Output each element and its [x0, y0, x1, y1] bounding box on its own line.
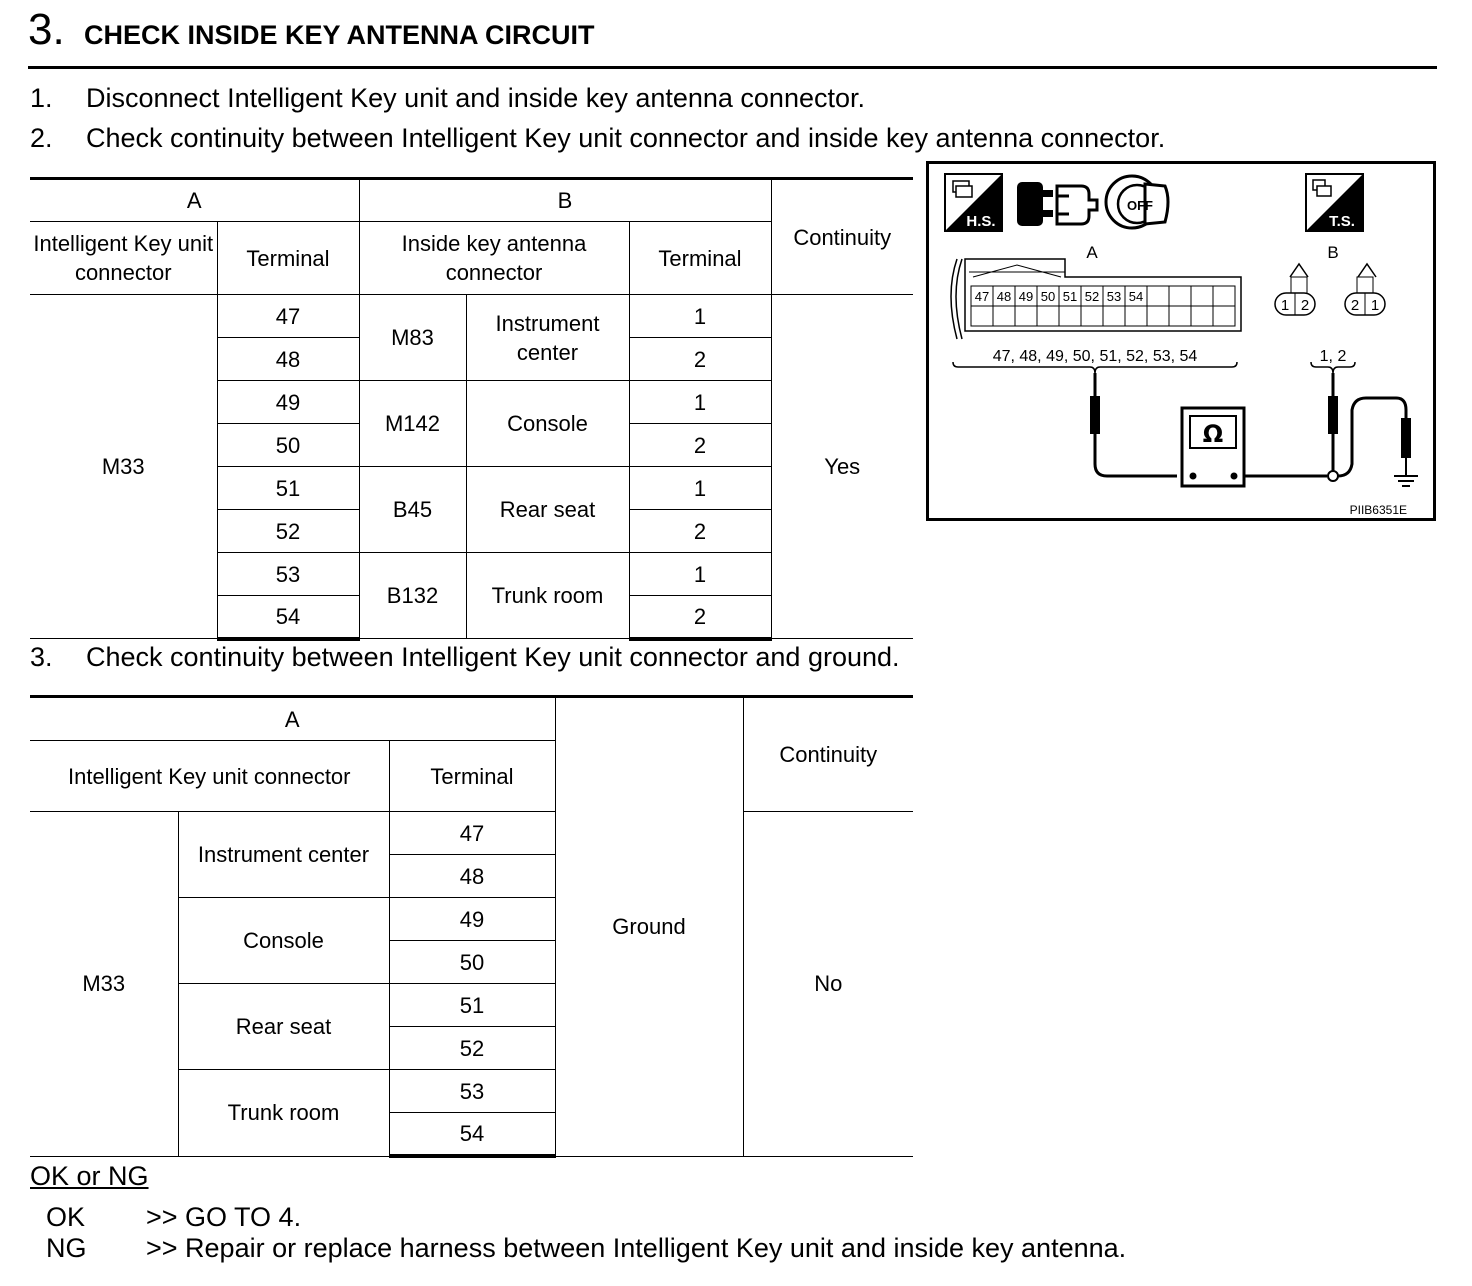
- terminal-header: Terminal: [389, 741, 555, 812]
- instruction-text: Check continuity between Intelligent Key unit connector and inside key antenna connector.: [86, 123, 1166, 153]
- b-terminal-cell: 1: [629, 295, 771, 338]
- connector-b-pins-right: [1345, 264, 1385, 315]
- a-terminal-cell: 53: [217, 553, 359, 596]
- terminal-cell: 48: [389, 855, 555, 898]
- test-wiring: [1090, 373, 1411, 481]
- connector-b-pins-left: [1275, 264, 1315, 315]
- b-terminal-cell: 2: [629, 338, 771, 381]
- terminal-cell: 47: [389, 812, 555, 855]
- ng-result: [46, 1232, 1246, 1264]
- terminal-side-icon: [1306, 174, 1363, 231]
- ng-action: >> Repair or replace harness between Intelligent Key unit and inside key antenna.: [146, 1233, 1127, 1263]
- pin-cavity: [1037, 306, 1059, 326]
- pin-label: 2: [1350, 297, 1360, 314]
- ng-key: NG: [46, 1233, 87, 1263]
- continuity-header: Continuity: [771, 179, 913, 295]
- instruction-number: 1.: [30, 83, 53, 113]
- antenna-location-cell: Console: [466, 381, 629, 467]
- unit-connector-cell: M33: [30, 812, 178, 1156]
- instruction-number: 2.: [30, 123, 53, 153]
- pin-cavity: [1213, 306, 1235, 326]
- disconnect-icon: [1017, 182, 1097, 226]
- figure-id: PIIB6351E: [1349, 503, 1407, 517]
- pin-cavity: [1169, 286, 1191, 306]
- unit-connector-cell: M33: [30, 295, 217, 639]
- heading-rule: [28, 66, 1437, 69]
- continuity-cell: No: [743, 812, 913, 1156]
- connector-a-label: A: [1086, 243, 1098, 262]
- a-terminal-cell: 51: [217, 467, 359, 510]
- antenna-connector-cell: B45: [359, 467, 466, 553]
- continuity-cell: Yes: [771, 295, 913, 639]
- a-terminal-cell: 47: [217, 295, 359, 338]
- pin-label: 47: [974, 289, 990, 304]
- terminal-cell: 50: [389, 941, 555, 984]
- pin-label: 53: [1106, 289, 1122, 304]
- instruction-3: [30, 641, 1030, 673]
- instruction-number: 3.: [30, 642, 53, 672]
- b-terminal-cell: 1: [629, 553, 771, 596]
- off-label: OFF: [1127, 198, 1153, 213]
- pin-cavity: [1213, 286, 1235, 306]
- pin-cavity: [1147, 306, 1169, 326]
- ok-result: [46, 1201, 1246, 1233]
- location-cell: Console: [178, 898, 389, 984]
- antenna-connector-cell: M142: [359, 381, 466, 467]
- a-terminal-cell: 52: [217, 510, 359, 553]
- location-cell: Rear seat: [178, 984, 389, 1070]
- instruction-2: [30, 122, 1280, 154]
- hs-label: H.S.: [966, 213, 996, 230]
- pin-cavity: [1125, 306, 1147, 326]
- continuity-table-antenna: [30, 177, 913, 641]
- b-terminal-header: Terminal: [629, 222, 771, 295]
- b-terminal-cell: 1: [629, 467, 771, 510]
- pin-cavity: [1015, 306, 1037, 326]
- ignition-off-icon: [1106, 176, 1168, 228]
- pin-cavity: [1169, 306, 1191, 326]
- unit-connector-header: Intelligent Key unit connector: [30, 741, 389, 812]
- ts-label: T.S.: [1329, 213, 1355, 230]
- antenna-connector-cell: M83: [359, 295, 466, 381]
- continuity-header: Continuity: [743, 697, 913, 812]
- terminal-cell: 53: [389, 1070, 555, 1113]
- antenna-location-cell: Rear seat: [466, 467, 629, 553]
- pin-label: 49: [1018, 289, 1034, 304]
- pin-cavity: [1103, 306, 1125, 326]
- terminal-cell: 54: [389, 1113, 555, 1156]
- pin-cavity: [1147, 286, 1169, 306]
- a-terminal-cell: 50: [217, 424, 359, 467]
- location-cell: Trunk room: [178, 1070, 389, 1156]
- a-terminal-cell: 49: [217, 381, 359, 424]
- antenna-connector-header: Inside key antenna connector: [359, 222, 629, 295]
- connector-a-pin-grid: [971, 286, 1235, 326]
- group-a-header: A: [30, 179, 359, 222]
- terminal-cell: 52: [389, 1027, 555, 1070]
- harness-side-icon: [945, 174, 1002, 231]
- pin-cavity: [1081, 306, 1103, 326]
- antenna-location-cell: Trunk room: [466, 553, 629, 639]
- group-a-header: A: [30, 697, 555, 741]
- connector-a-terminals: 47, 48, 49, 50, 51, 52, 53, 54: [992, 348, 1198, 365]
- location-cell: Instrument center: [178, 812, 389, 898]
- wiring-diagram: [926, 161, 1436, 521]
- pin-label: 1: [1370, 297, 1380, 314]
- unit-connector-header: Intelligent Key unit connector: [30, 222, 217, 295]
- terminal-cell: 51: [389, 984, 555, 1027]
- continuity-table-ground: [30, 695, 913, 1158]
- step-number: 3.: [28, 5, 65, 54]
- ground-icon: [1394, 476, 1418, 486]
- pin-label: 1: [1280, 297, 1290, 314]
- ohmmeter-icon: [1182, 408, 1244, 486]
- a-terminal-cell: 54: [217, 596, 359, 639]
- ok-action: >> GO TO 4.: [146, 1202, 302, 1232]
- pin-cavity: [1191, 306, 1213, 326]
- b-terminal-cell: 1: [629, 381, 771, 424]
- antenna-connector-cell: B132: [359, 553, 466, 639]
- a-terminal-header: Terminal: [217, 222, 359, 295]
- a-terminal-cell: 48: [217, 338, 359, 381]
- pin-label: 2: [1300, 297, 1310, 314]
- pin-label: 52: [1084, 289, 1100, 304]
- pin-cavity: [1191, 286, 1213, 306]
- connector-b: [1275, 264, 1385, 373]
- instruction-1: [30, 82, 1280, 114]
- terminal-cell: 49: [389, 898, 555, 941]
- pin-cavity: [971, 306, 993, 326]
- b-terminal-cell: 2: [629, 596, 771, 639]
- pin-label: 48: [996, 289, 1012, 304]
- connector-b-label: B: [1327, 243, 1339, 262]
- b-terminal-cell: 2: [629, 510, 771, 553]
- wiring-diagram-svg: [929, 164, 1433, 518]
- connector-a: [951, 259, 1241, 373]
- ok-key: OK: [46, 1202, 86, 1232]
- group-b-header: B: [359, 179, 771, 222]
- pin-cavity: [993, 306, 1015, 326]
- pin-label: 51: [1062, 289, 1078, 304]
- instruction-text: Check continuity between Intelligent Key unit connector and ground.: [86, 642, 900, 672]
- antenna-location-cell: Instrument center: [466, 295, 629, 381]
- ground-cell: Ground: [555, 697, 743, 1157]
- ok-ng-title: OK or NG: [30, 1161, 149, 1191]
- ohm-symbol: Ω: [1202, 420, 1224, 448]
- pin-cavity: [1059, 306, 1081, 326]
- instruction-text: Disconnect Intelligent Key unit and inside key antenna connector.: [86, 83, 866, 113]
- pin-label: 54: [1128, 289, 1144, 304]
- b-terminal-cell: 2: [629, 424, 771, 467]
- connector-b-terminals: 1, 2: [1319, 348, 1347, 365]
- pin-label: 50: [1040, 289, 1056, 304]
- step-title: CHECK INSIDE KEY ANTENNA CIRCUIT: [84, 20, 595, 50]
